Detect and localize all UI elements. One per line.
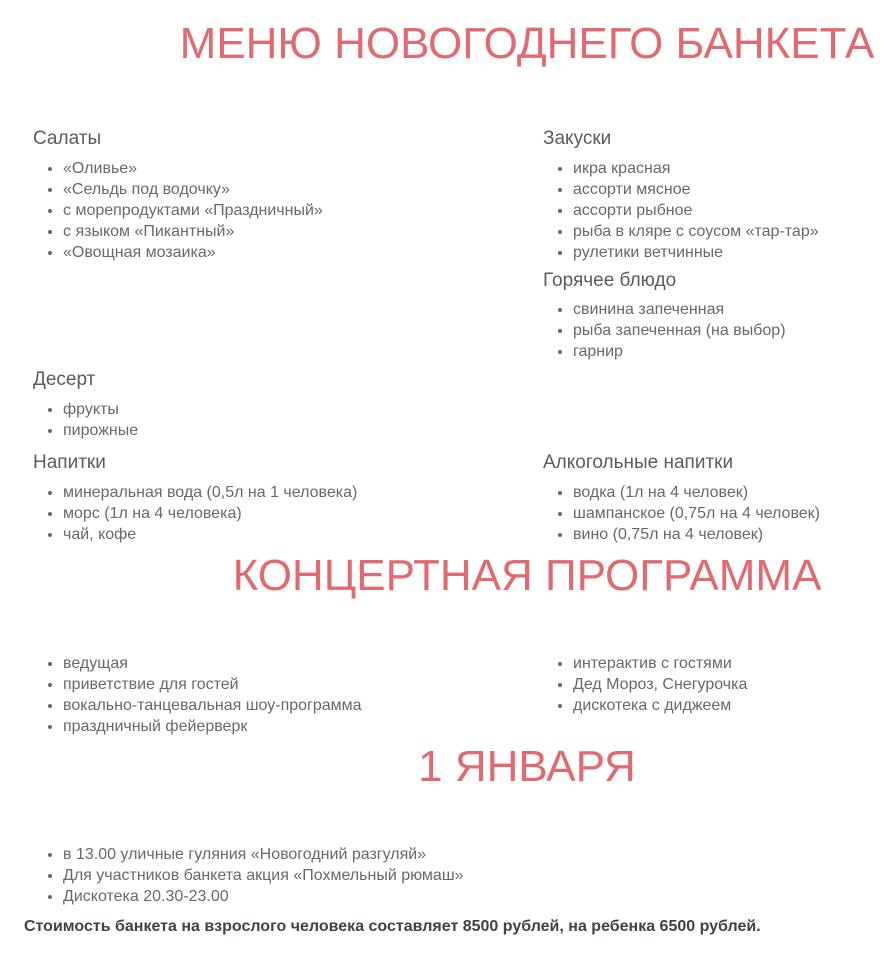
column-right [534, 128, 894, 363]
list-item: • с языком «Пикантный» [63, 221, 534, 242]
list-item: • морс (1л на 4 человека) [63, 503, 534, 524]
list-item: • свинина запеченная [573, 299, 894, 320]
salads-heading: Салаты [33, 127, 102, 149]
dessert-list [33, 399, 534, 441]
hot-dish-heading: Горячее блюдо [543, 269, 677, 291]
concert-left-section [33, 653, 534, 737]
alcohol-heading: Алкогольные напитки [543, 452, 734, 474]
list-item: • рыба в кляре с соусом «тар-тар» [573, 221, 894, 242]
list-item: • ведущая [63, 653, 534, 674]
dessert-heading: Десерт [33, 369, 96, 391]
january-list [33, 844, 464, 907]
list-item: • приветствие для гостей [63, 674, 534, 695]
column-left [24, 653, 534, 737]
column-left [24, 452, 534, 545]
row-drinks [24, 452, 894, 545]
price-note: Стоимость банкета на взрослого человека составляет 8500 рублей, на ребенка 6500 рублей. [24, 917, 761, 935]
column-right [534, 452, 894, 545]
list-item: • икра красная [573, 158, 894, 179]
list-item: • вино (0,75л на 4 человек) [573, 524, 894, 545]
row-concert-lists [24, 653, 894, 737]
section-alcohol [543, 452, 894, 545]
list-item: • гарнир [573, 341, 894, 362]
list-item: • рулетики ветчинные [573, 242, 894, 263]
section-dessert [33, 369, 534, 441]
hot-dish-list [543, 299, 894, 362]
list-item: • водка (1л на 4 человек) [573, 482, 894, 503]
menu-sections [24, 128, 894, 545]
list-item: • в 13.00 уличные гуляния «Новогодний разгуляй» [63, 844, 464, 865]
list-item: • фрукты [63, 399, 534, 420]
list-item: • минеральная вода (0,5л на 1 человека) [63, 482, 534, 503]
list-item: • чай, кофе [63, 524, 534, 545]
list-item: • Для участников банкета акция «Похмельный рюмаш» [63, 865, 464, 886]
snacks-list [543, 158, 894, 263]
list-item: • ассорти рыбное [573, 200, 894, 221]
concert-left-list [33, 653, 534, 737]
row-january-list [24, 844, 894, 907]
row-dessert [24, 369, 894, 441]
section-snacks [543, 128, 894, 263]
drinks-heading: Напитки [33, 452, 106, 474]
concert-program-title: КОНЦЕРТНАЯ ПРОГРАММА [232, 550, 822, 600]
page-title: МЕНЮ НОВОГОДНЕГО БАНКЕТА [179, 19, 875, 68]
concert-right-list [543, 653, 894, 716]
column-left [24, 369, 534, 441]
snacks-heading: Закуски [543, 127, 612, 149]
list-item: • «Сельдь под водочку» [63, 179, 534, 200]
list-item: • праздничный фейерверк [63, 716, 534, 737]
concert-right-section [543, 653, 894, 716]
section-drinks [33, 452, 534, 545]
list-item: • «Оливье» [63, 158, 534, 179]
column-left [24, 128, 534, 263]
salads-list [33, 158, 534, 263]
alcohol-list [543, 482, 894, 545]
row-salads-snacks [24, 128, 894, 363]
list-item: • ассорти мясное [573, 179, 894, 200]
list-item: • с морепродуктами «Праздничный» [63, 200, 534, 221]
list-item: • рыба запеченная (на выбор) [573, 320, 894, 341]
list-item: • Дискотека 20.30-23.00 [63, 886, 464, 907]
list-item: • шампанское (0,75л на 4 человек) [573, 503, 894, 524]
list-item: • «Овощная мозаика» [63, 242, 534, 263]
list-item: • интерактив с гостями [573, 653, 894, 674]
list-item: • пирожные [63, 420, 534, 441]
list-item: • дискотека с диджеем [573, 695, 894, 716]
section-salads [33, 128, 534, 263]
drinks-list [33, 482, 534, 545]
list-item: • вокально-танцевальная шоу-программа [63, 695, 534, 716]
january-first-title: 1 ЯНВАРЯ [418, 741, 636, 791]
list-item: • Дед Мороз, Снегурочка [573, 674, 894, 695]
january-section [33, 844, 464, 907]
column-right [534, 653, 894, 716]
section-hot-dish [543, 270, 894, 363]
